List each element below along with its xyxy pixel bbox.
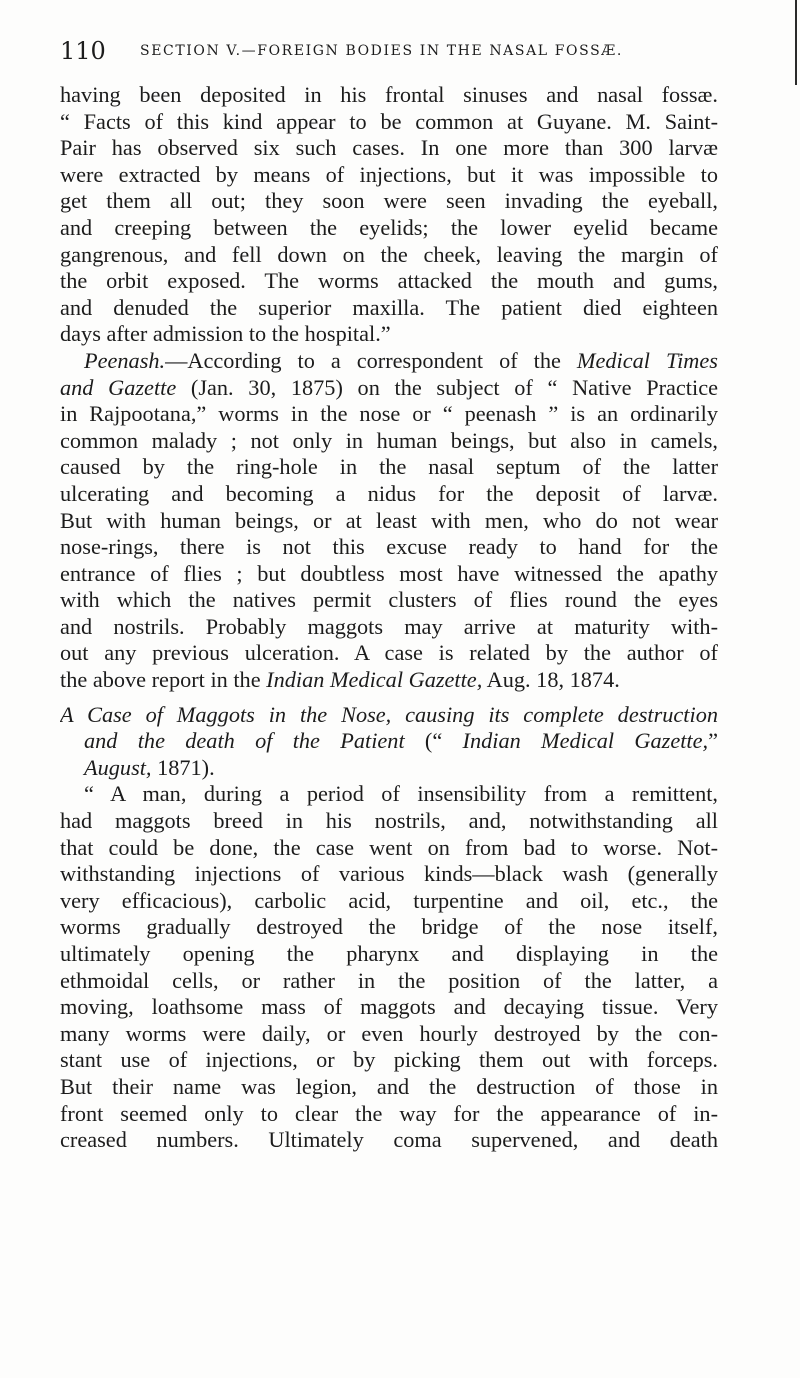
case-date-month: August,	[84, 754, 152, 780]
text-line: and denuded the superior maxilla. The patient died eighteen	[60, 294, 718, 320]
text-run: —According to a correspondent of the	[165, 347, 577, 373]
text-line: gangrenous, and fell down on the cheek, leaving the margin of	[60, 241, 718, 267]
text-line: creased numbers. Ultimately coma supervened, and death	[60, 1127, 718, 1153]
text-run: (Jan. 30, 1875) on the subject of “ Native Practice	[176, 374, 718, 400]
text-line: But their name was legion, and the destruction of those in	[60, 1073, 718, 1099]
text-line: front seemed only to clear the way for the appearance of in-	[60, 1100, 718, 1126]
text-line: many worms were daily, or even hourly destroyed by the con-	[60, 1020, 718, 1046]
journal-title: Medical Times	[576, 347, 718, 373]
text-line: ulcerating and becoming a nidus for the deposit of larvæ.	[60, 480, 718, 506]
paragraph-peenash-first-line	[60, 348, 718, 375]
text-line: withstanding injections of various kinds—black wash (generally	[60, 861, 718, 887]
text-line: ultimately opening the pharynx and displaying in the	[60, 941, 718, 966]
text-line: “ Facts of this kind appear to be common at Guyane. M. Saint-	[60, 108, 718, 134]
text-line: But with human beings, or at least with men, who do not wear	[60, 507, 718, 533]
text-line: and nostrils. Probably maggots may arrive at maturity with-	[60, 613, 718, 639]
text-run: Aug. 18, 1874.	[482, 667, 620, 693]
text-line: with which the natives permit clusters of flies round the eyes	[60, 587, 718, 613]
page-number: 110	[60, 37, 106, 65]
journal-title: and Gazette	[60, 374, 177, 400]
body-text	[60, 82, 718, 1154]
section-run-in-heading: Peenash.	[84, 347, 166, 373]
text-line: that could be done, the case went on from bad to worse. Not-	[60, 834, 718, 860]
case-title-date	[60, 755, 718, 782]
text-line: had maggots breed in his nostrils, and, notwithstanding all	[60, 808, 718, 834]
running-head: SECTION V.—FOREIGN BODIES IN THE NASAL FOSSÆ.	[140, 43, 623, 59]
text-line: very efficacious), carbolic acid, turpentine and oil, etc., the	[60, 887, 718, 913]
text-line: Pair has observed six such cases. In one more than 300 larvæ	[60, 135, 718, 161]
text-line: “ A man, during a period of insensibility from a remittent,	[84, 781, 718, 807]
text-run: 1871).	[151, 754, 215, 780]
text-line	[60, 667, 718, 694]
text-line: out any previous ulceration. A case is related by the author of	[60, 640, 718, 666]
journal-title: Indian Medical Gazette,	[462, 728, 709, 754]
case-title-run: and the death of the Patient	[84, 728, 405, 754]
case-title: A Case of Maggots in the Nose, causing its complete destruction	[60, 701, 718, 727]
text-run: ”	[708, 728, 718, 754]
text-line: having been deposited in his frontal sinuses and nasal fossæ.	[60, 82, 718, 107]
spacer	[60, 694, 718, 702]
text-line: entrance of flies ; but doubtless most have witnessed the apathy	[60, 560, 718, 586]
text-line	[60, 375, 718, 402]
page-edge-line	[795, 0, 797, 85]
text-line: in Rajpootana,” worms in the nose or “ peenash ” is an ordinarily	[60, 401, 718, 427]
text-line: get them all out; they soon were seen invading the eyeball,	[60, 188, 718, 214]
text-run: (“	[404, 728, 463, 754]
text-line: stant use of injections, or by picking them out with forceps.	[60, 1047, 718, 1073]
text-run: the above report in the	[60, 667, 267, 693]
page-header	[60, 37, 700, 67]
text-line: the orbit exposed. The worms attacked the mouth and gums,	[60, 268, 718, 294]
case-title-continued	[60, 728, 718, 755]
text-line: worms gradually destroyed the bridge of the nose itself,	[60, 914, 718, 940]
text-line: nose-rings, there is not this excuse ready to hand for the	[60, 534, 718, 560]
text-line: caused by the ring-hole in the nasal septum of the latter	[60, 454, 718, 480]
text-line: days after admission to the hospital.”	[60, 321, 391, 347]
text-line: and creeping between the eyelids; the lower eyelid became	[60, 214, 718, 240]
text-line: ethmoidal cells, or rather in the position of the latter, a	[60, 967, 718, 993]
journal-title: Indian Medical Gazette,	[266, 667, 483, 693]
text-line: were extracted by means of injections, but it was impossible to	[60, 161, 718, 187]
text-line: moving, loathsome mass of maggots and decaying tissue. Very	[60, 994, 718, 1020]
text-line: common malady ; not only in human beings, but also in camels,	[60, 427, 718, 453]
